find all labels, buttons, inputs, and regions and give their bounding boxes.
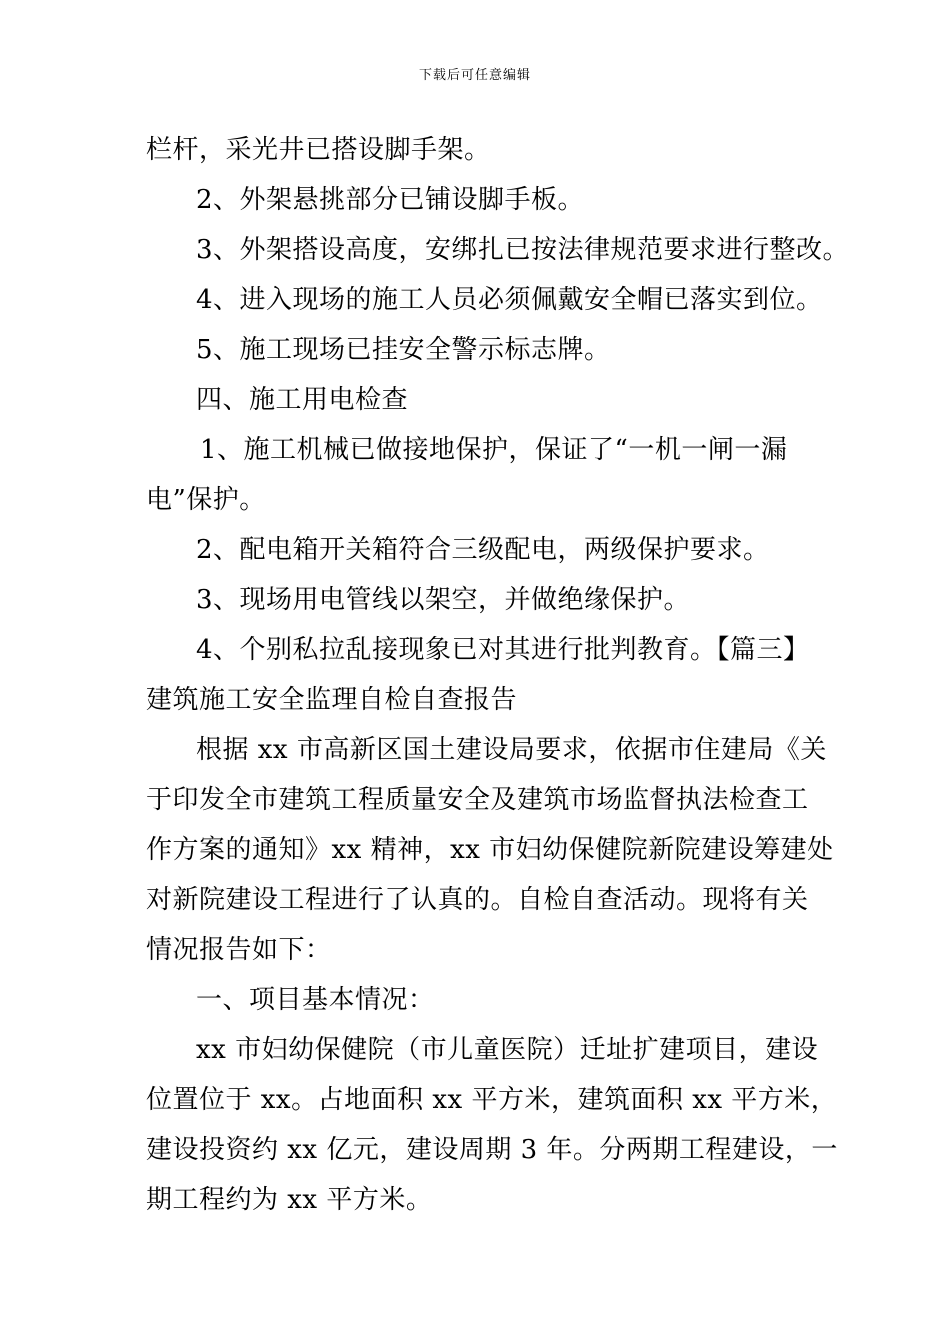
- text-line: 作方案的通知》xx 精神，xx 市妇幼保健院新院建设筹建处: [146, 835, 834, 865]
- page-header: 下载后可任意编辑: [418, 68, 531, 83]
- text-line: 栏杆，采光井已搭设脚手架。: [146, 135, 491, 165]
- text-line: 对新院建设工程进行了认真的。自检自查活动。现将有关: [146, 885, 809, 915]
- text-line: 期工程约为 xx 平方米。: [146, 1185, 433, 1215]
- text-line: 1、施工机械已做接地保护，保证了“一机一闸一漏: [200, 435, 788, 465]
- section-heading: 一、项目基本情况：: [196, 985, 435, 1015]
- text-line: 2、外架悬挑部分已铺设脚手板。: [196, 185, 585, 215]
- text-line: 5、施工现场已挂安全警示标志牌。: [196, 335, 611, 365]
- text-line: xx 市妇幼保健院（市儿童医院）迁址扩建项目，建设: [196, 1035, 819, 1065]
- text-line: 情况报告如下：: [146, 935, 332, 965]
- text-line: 于印发全市建筑工程质量安全及建筑市场监督执法检查工: [146, 785, 809, 815]
- text-line: 2、配电箱开关箱符合三级配电，两级保护要求。: [196, 535, 770, 565]
- text-line: 根据 xx 市高新区国土建设局要求，依据市住建局《关: [196, 735, 827, 765]
- text-line: 位置位于 xx。占地面积 xx 平方米，建筑面积 xx 平方米，: [146, 1085, 838, 1115]
- document-body: [146, 125, 850, 1225]
- text-line: 4、个别私拉乱接现象已对其进行批判教育。【篇三】: [196, 635, 810, 665]
- section-heading: 四、施工用电检查: [196, 385, 409, 415]
- text-line: 4、进入现场的施工人员必须佩戴安全帽已落实到位。: [196, 285, 823, 315]
- report-title: 建筑施工安全监理自检自查报告: [146, 685, 518, 715]
- text-line: 3、外架搭设高度，安绑扎已按法律规范要求进行整改。: [196, 235, 850, 265]
- text-line: 建设投资约 xx 亿元，建设周期 3 年。分两期工程建设，一: [146, 1135, 838, 1165]
- text-line: 电”保护。: [146, 485, 266, 515]
- text-line: 3、现场用电管线以架空，并做绝缘保护。: [196, 585, 691, 615]
